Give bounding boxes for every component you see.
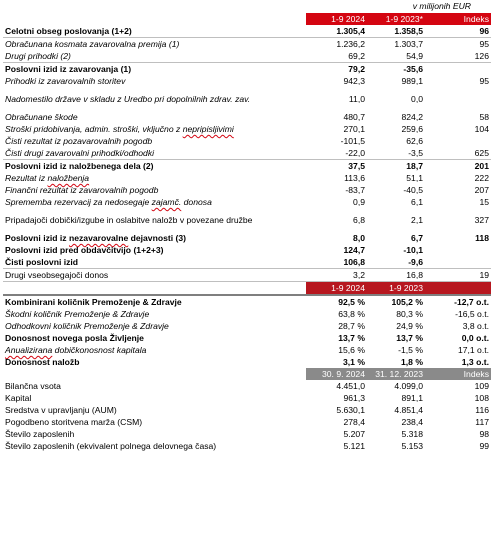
row-label	[3, 256, 306, 269]
value-current: 113,6	[344, 173, 365, 183]
value-previous: 13,7 %	[396, 333, 423, 343]
value-current: 4.451,0	[336, 381, 365, 391]
value-index: 207	[474, 185, 489, 195]
value-current: 1.305,4	[306, 25, 367, 38]
value-index: 98	[479, 429, 489, 439]
row-label-text: Prihodki iz zavarovalnih storitev	[5, 76, 126, 86]
value-current: 961,3	[343, 393, 365, 403]
row-label	[3, 232, 306, 244]
row-label-text: Škodni količnik Premoženje & Zdravje	[5, 309, 150, 319]
value-previous: 1.358,5	[367, 25, 425, 38]
value-current: 270,1	[343, 124, 365, 134]
row-label-text: Drugi vseobsegajoči donos	[5, 270, 109, 280]
row-label	[3, 50, 306, 63]
value-previous: 6,1	[411, 197, 423, 207]
table-row	[3, 172, 491, 184]
value-index: 108	[474, 393, 489, 403]
value-current: 5.121	[343, 441, 365, 451]
row-label	[3, 38, 306, 51]
value-index: 17,1 o.t.	[457, 345, 489, 355]
row-label-text: Poslovni izid iz naložbenega dela (2)	[5, 161, 154, 171]
value-index: 3,8 o.t.	[462, 321, 489, 331]
value-previous: 259,6	[401, 124, 423, 134]
value-current: 37,5	[348, 161, 365, 171]
value-index: 104	[474, 124, 489, 134]
table3-header-1: 31. 12. 2023	[367, 368, 425, 380]
row-label	[3, 63, 306, 76]
value-index: -16,5 o.t.	[455, 309, 489, 319]
row-label-text: Sredstva v upravljanju (AUM)	[5, 405, 117, 415]
value-index: 19	[425, 269, 491, 282]
value-previous: 80,3 %	[396, 309, 423, 319]
value-previous: 18,7	[406, 161, 423, 171]
table1-header-0: 1-9 2024	[306, 13, 367, 25]
value-current: -83,7	[345, 185, 365, 195]
row-label	[3, 380, 306, 392]
table-row	[3, 392, 491, 404]
table-row	[3, 332, 491, 344]
row-label-text: Nadomestilo države v skladu z Uredbo pri dopolnilnih zdrav. zav.	[5, 93, 251, 104]
row-label	[3, 25, 306, 38]
value-current: 63,8 %	[338, 309, 365, 319]
table-row	[3, 184, 491, 196]
value-index: 222	[474, 173, 489, 183]
row-label	[3, 111, 306, 123]
value-previous: 4.851,4	[394, 405, 423, 415]
row-label	[3, 172, 306, 184]
value-previous: -3,5	[367, 147, 425, 160]
row-label-text: Rezultat iz naložbenja	[5, 173, 90, 183]
row-label	[3, 356, 306, 368]
row-label	[3, 184, 306, 196]
value-index: 96	[425, 25, 491, 38]
table2-header-1: 1-9 2023	[367, 282, 425, 296]
value-current: 92,5 %	[306, 295, 367, 308]
row-label-text: Donosnost novega posla Življenje	[5, 333, 144, 343]
value-previous: 5.153	[401, 441, 423, 451]
row-label	[3, 344, 306, 356]
row-label-text: Bilančna vsota	[5, 381, 61, 391]
row-label-text: Drugi prihodki (2)	[5, 51, 71, 61]
table1-header-row	[3, 13, 491, 25]
value-previous: 16,8	[367, 269, 425, 282]
row-label-text: Anualizirana dobičkonosnost kapitala	[5, 345, 147, 355]
value-index: 117	[475, 417, 489, 427]
value-previous: 1,8 %	[401, 357, 423, 367]
table-row	[3, 111, 491, 123]
row-label-text: Poslovni izid pred obdavčitvijo (1+2+3)	[5, 245, 164, 255]
row-label-text: Pogodbeno storitvena marža (CSM)	[5, 417, 143, 427]
value-previous: -9,6	[367, 256, 425, 269]
value-index: 201	[474, 161, 489, 171]
value-current: 8,0	[353, 233, 365, 243]
table2-header-blank	[3, 282, 306, 296]
row-label	[3, 196, 306, 208]
table-row	[3, 147, 491, 160]
row-label	[3, 295, 306, 308]
table1-header-1: 1-9 2023*	[367, 13, 425, 25]
row-label	[3, 269, 306, 282]
table-row	[3, 380, 491, 392]
value-previous: -40,5	[403, 185, 423, 195]
value-index: 625	[425, 147, 491, 160]
table-row	[3, 25, 491, 38]
value-index: 95	[479, 76, 489, 86]
row-label	[3, 320, 306, 332]
value-previous: 105,2 %	[367, 295, 425, 308]
value-previous: 24,9 %	[396, 321, 423, 331]
row-label-text: Kombinirani količnik Premoženje & Zdravje	[5, 297, 182, 307]
row-label-text: Čisti drugi zavarovalni prihodki/odhodki	[5, 148, 155, 158]
value-previous: 1.303,7	[394, 39, 423, 49]
row-label-text: Obračunane škode	[5, 112, 78, 122]
value-current: 480,7	[343, 112, 365, 122]
table-row	[3, 87, 491, 111]
value-current: 3,2	[306, 269, 367, 282]
table2-header-row	[3, 282, 491, 296]
row-label	[3, 404, 306, 416]
row-label	[3, 147, 306, 160]
row-label	[3, 135, 306, 147]
table-row	[3, 308, 491, 320]
value-index: 327	[474, 215, 489, 225]
value-previous: 6,7	[411, 233, 423, 243]
value-index: 15	[479, 197, 489, 207]
table-row	[3, 356, 491, 368]
value-current: 124,7	[343, 245, 365, 255]
value-previous: 989,1	[401, 76, 423, 86]
unit-label: v milijonih EUR	[412, 1, 471, 11]
value-current: 13,7 %	[338, 333, 365, 343]
value-current: 5.207	[343, 429, 365, 439]
row-label-text: Pripadajoči dobički/izgube in oslabitve naložb v povezane družbe	[5, 214, 253, 225]
row-label	[3, 440, 306, 452]
table3-header-blank	[3, 368, 306, 380]
value-current: 942,3	[343, 76, 365, 86]
value-previous: 4.099,0	[394, 381, 423, 391]
row-label	[3, 428, 306, 440]
row-label	[3, 87, 306, 111]
row-label-text: Obračunana kosmata zavarovalna premija (1)	[5, 39, 180, 49]
value-current: -22,0	[306, 147, 367, 160]
value-previous: 51,1	[406, 173, 423, 183]
table-row	[3, 38, 491, 51]
value-index: 1,3 o.t.	[461, 357, 489, 367]
row-label-text: Odhodkovni količnik Premoženje & Zdravje	[5, 321, 169, 331]
value-previous: 54,9	[367, 50, 425, 63]
row-label-text: Celotni obseg poslovanja (1+2)	[5, 26, 132, 36]
row-label-text: Sprememba rezervacij za nedosegaje zajamč. donosa	[5, 197, 212, 207]
table-row	[3, 295, 491, 308]
value-previous: 891,1	[401, 393, 423, 403]
row-label-text: Število zaposlenih	[5, 429, 75, 439]
value-previous: -35,6	[403, 64, 423, 74]
row-label-text: Število zaposlenih (ekvivalent polnega delovnega časa)	[5, 441, 217, 451]
row-label	[3, 244, 306, 256]
table1-header-blank	[3, 13, 306, 25]
row-label-text: Finančni rezultat iz zavarovalnih pogodb	[5, 185, 159, 195]
value-current: 15,6 %	[338, 345, 365, 355]
financial-table	[3, 13, 491, 452]
row-label	[3, 392, 306, 404]
table3-header-2: Indeks	[425, 368, 491, 380]
row-label	[3, 75, 306, 87]
row-label	[3, 208, 306, 232]
row-label-text: Poslovni izid iz zavarovanja (1)	[5, 64, 132, 74]
value-current: 11,0	[348, 94, 365, 104]
table2-header-0: 1-9 2024	[306, 282, 367, 296]
row-label-text: Čisti rezultat iz pozavarovalnih pogodb	[5, 136, 153, 146]
value-previous: 62,6	[406, 136, 423, 146]
table-row	[3, 269, 491, 282]
table-row	[3, 256, 491, 269]
row-label-text: Čisti poslovni izid	[5, 257, 79, 267]
value-index: 118	[475, 233, 489, 243]
table-row	[3, 123, 491, 135]
row-label	[3, 332, 306, 344]
value-current: 28,7 %	[338, 321, 365, 331]
table-row	[3, 135, 491, 147]
table2-header-2	[425, 282, 491, 296]
value-previous: 238,4	[401, 417, 423, 427]
value-index: 116	[475, 405, 489, 415]
value-current: 6,8	[353, 215, 365, 225]
value-current: 3,1 %	[343, 357, 365, 367]
row-label-text: Stroški pridobivanja, admin. stroški, vključno z nepripisljivimi	[5, 124, 234, 134]
table-row	[3, 244, 491, 256]
value-current: 106,8	[306, 256, 367, 269]
table-row	[3, 208, 491, 232]
value-current: -101,5	[340, 136, 365, 146]
value-index: 95	[479, 39, 489, 49]
row-label	[3, 308, 306, 320]
value-current: 1.236,2	[336, 39, 365, 49]
table-row	[3, 50, 491, 63]
row-label-text: Poslovni izid iz nezavarovalne dejavnosti (3)	[5, 233, 186, 243]
value-current: 278,4	[343, 417, 365, 427]
value-index: 58	[479, 112, 489, 122]
row-label-text: Donosnost naložb	[5, 357, 80, 367]
table1-header-2: Indeks	[425, 13, 491, 25]
value-current: 0,9	[353, 197, 365, 207]
value-previous: 824,2	[401, 112, 423, 122]
row-label	[3, 123, 306, 135]
value-index: -12,7 o.t.	[425, 295, 491, 308]
row-label-text: Kapital	[5, 393, 32, 403]
value-index: 0,0 o.t.	[461, 333, 489, 343]
table-row	[3, 160, 491, 173]
value-previous: 5.318	[401, 429, 423, 439]
value-index	[425, 256, 491, 269]
row-label	[3, 416, 306, 428]
table3-header-row	[3, 368, 491, 380]
table-row	[3, 416, 491, 428]
table-row	[3, 232, 491, 244]
value-index	[425, 87, 491, 111]
row-label	[3, 160, 306, 173]
value-index	[425, 63, 491, 76]
table-row	[3, 344, 491, 356]
table-row	[3, 428, 491, 440]
value-index	[425, 135, 491, 147]
value-previous: -10,1	[403, 245, 423, 255]
value-index	[425, 244, 491, 256]
value-current: 69,2	[306, 50, 367, 63]
table-row	[3, 320, 491, 332]
table-row	[3, 404, 491, 416]
value-previous: 0,0	[411, 94, 423, 104]
value-index: 109	[474, 381, 489, 391]
table3-header-0: 30. 9. 2024	[306, 368, 367, 380]
value-index: 99	[479, 441, 489, 451]
table-row	[3, 440, 491, 452]
value-current: 5.630,1	[336, 405, 365, 415]
value-current: 79,2	[348, 64, 365, 74]
table-row	[3, 63, 491, 76]
value-index: 126	[425, 50, 491, 63]
value-previous: 2,1	[411, 215, 423, 225]
table-row	[3, 196, 491, 208]
value-previous: -1,5 %	[398, 345, 423, 355]
table-row	[3, 75, 491, 87]
